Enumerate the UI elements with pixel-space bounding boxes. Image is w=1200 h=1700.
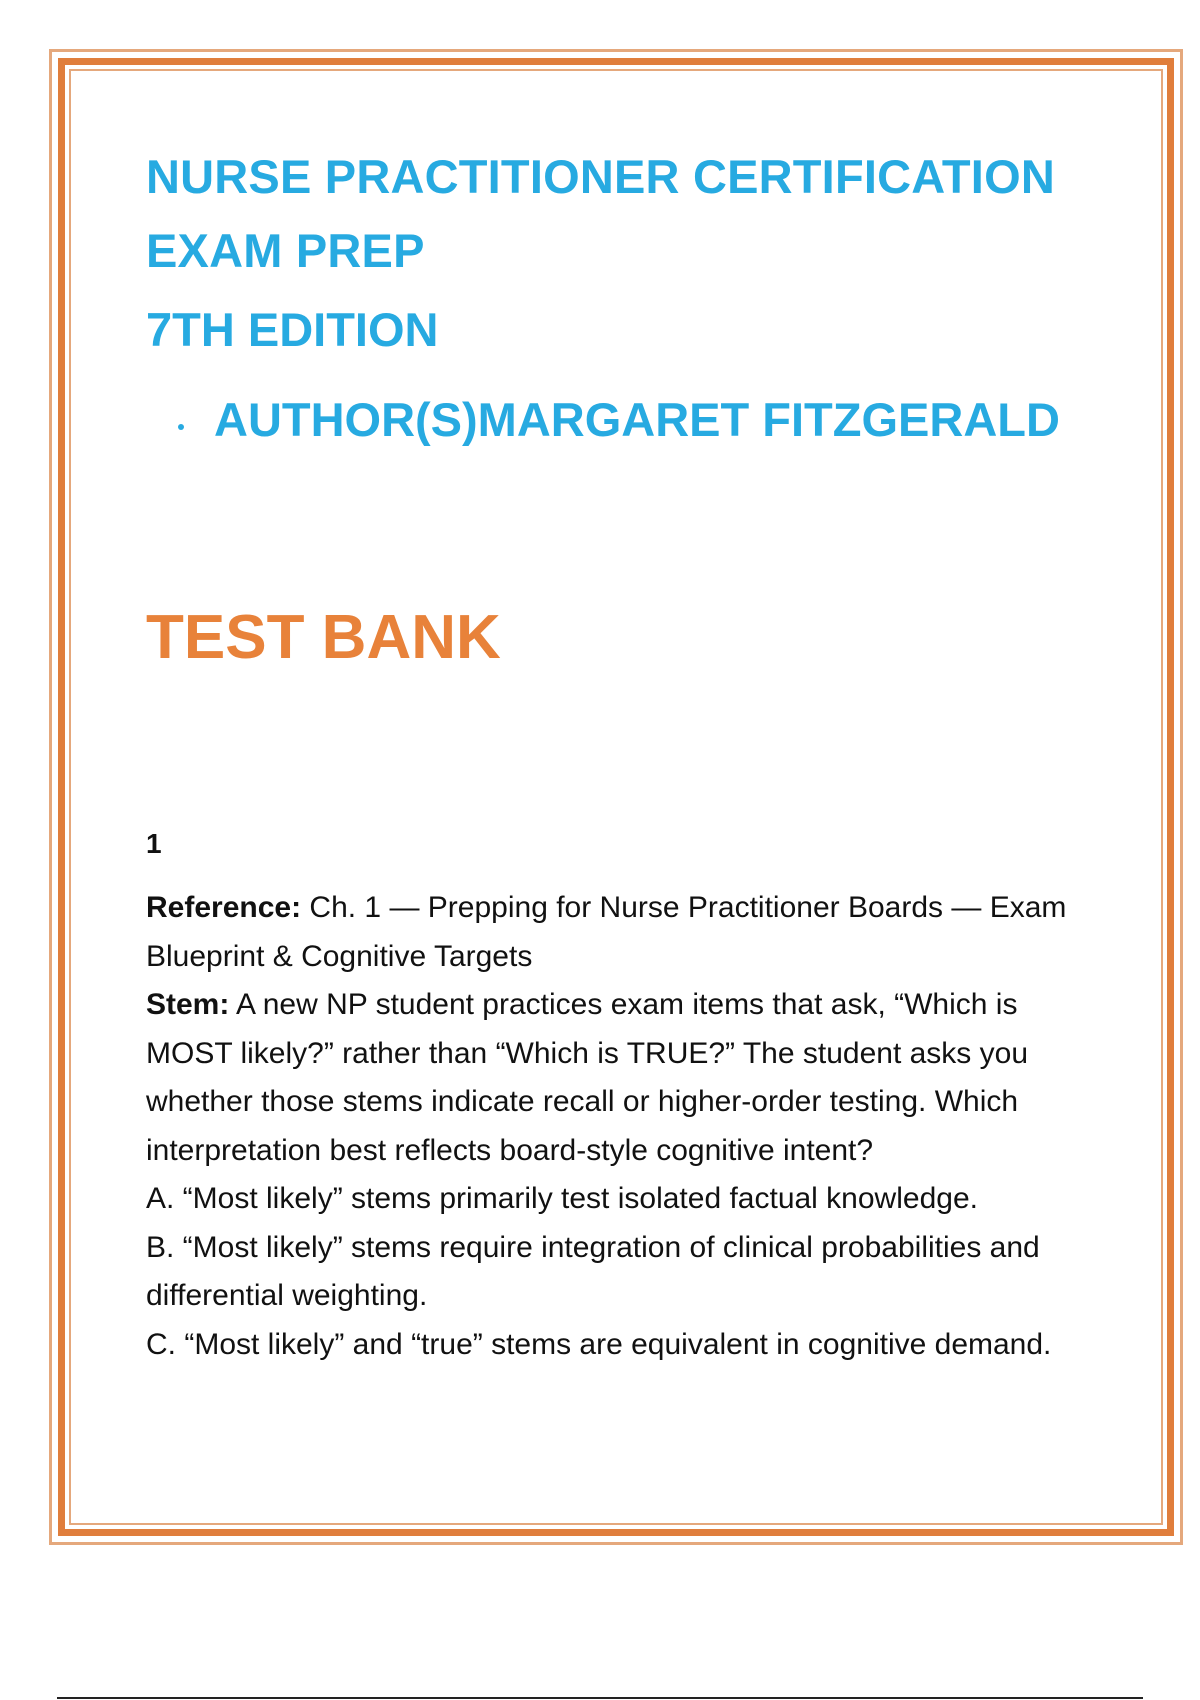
question-body [146,884,1106,1369]
option-b: B. “Most likely” stems require integration of clinical probabilities and differential weighting. [146,1230,1040,1312]
question-number: 1 [146,828,162,859]
option-a: A. “Most likely” stems primarily test isolated factual knowledge. [146,1182,978,1215]
bullet-icon [178,424,184,430]
option-c: C. “Most likely” and “true” stems are equivalent in cognitive demand. [146,1327,1052,1361]
title-line-1: NURSE PRACTITIONER CERTIFICATION [146,150,1055,203]
author: AUTHOR(S)MARGARET FITZGERALD [214,393,1060,446]
test-bank-heading: TEST BANK [146,603,501,672]
reference-label: Reference: [146,891,302,924]
bottom-rule [57,1697,1143,1699]
question-reference [146,884,1106,981]
stem-text: A new NP student practices exam items that ask, “Which is MOST likely?” rather than “Which is TRUE?” The student asks you whether those stems indicate recall or higher-order testing. Which interpretation best reflects board-style cognitive intent? [146,988,1028,1167]
title-line-2: EXAM PREP [146,224,425,277]
question-stem [146,981,1106,1175]
author-row [178,390,1106,450]
stem-label: Stem: [146,988,230,1021]
edition: 7TH EDITION [146,303,439,356]
page-content [146,140,1106,1369]
reference-text: Ch. 1 — Prepping for Nurse Practitioner Boards — Exam Blueprint & Cognitive Targets [146,891,1067,973]
